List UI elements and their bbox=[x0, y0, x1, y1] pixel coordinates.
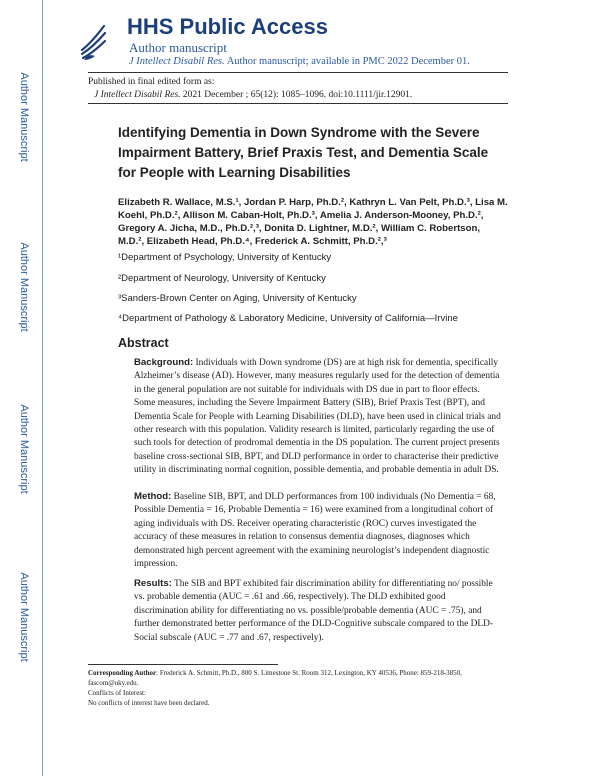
publication-details: J Intellect Disabil Res. 2021 December ; 65(12): 1085–1096. doi:10.1111/jir.12901. bbox=[94, 90, 413, 100]
corresponding-author: Corresponding Author: Frederick A. Schmitt, Ph.D., 800 S. Limestone St. Room 312, Lexington, KY 40536, Phone: 859-218-3850, fascom@uky.edu. bbox=[88, 669, 462, 687]
affiliation: ²Department of Neurology, University of Kentucky bbox=[118, 273, 326, 284]
sidebar-label: Author Manuscript bbox=[18, 72, 30, 162]
abstract-method: Method: Baseline SIB, BPT, and DLD performances from 100 individuals (No Dementia = 68, Possible Dementia = 16, Probable Dementia = 16) were examined from a longitudinal cohort of aging individuals with DS. Receiver operating characteristic (ROC) curves investigated the accuracy of these measures in relation to consensus dementia diagnoses, diagnoses which demonstrated high percent agreement with the examining neurologist’s independent diagnostic impression. bbox=[134, 491, 496, 570]
conflicts-label: Conflicts of Interest: bbox=[88, 689, 146, 697]
abstract-heading: Abstract bbox=[118, 336, 169, 350]
sidebar-label: Author Manuscript bbox=[18, 404, 30, 494]
author-manuscript-label: Author manuscript bbox=[129, 40, 227, 55]
affiliation: ³Sanders-Brown Center on Aging, University of Kentucky bbox=[118, 293, 357, 304]
footnote-rule bbox=[88, 664, 278, 665]
sidebar-divider bbox=[42, 0, 43, 776]
abstract-background: Background: Individuals with Down syndrome (DS) are at high risk for dementia, specifically Alzheimer’s disease (AD). However, many measures regularly used for the detection of dementia in the general population are not suitable for individuals with DS due in part to floor effects. Some measures, including the Severe Impairment Battery (SIB), Brief Praxis Test (BPT), and Dementia Scale for People with Learning Disabilities (DLD), have been used in clinical trials and other research with this population. Validity research is limited, particularly regarding the use of such tools for detection of prodromal dementia in the DS population. The current project presents baseline cross-sectional SIB, BPT, and DLD performance in order to characterise their predictive utility in discriminating normal cognition, possible dementia, and probable dementia in adult DS. bbox=[134, 357, 501, 476]
sidebar-label: Author Manuscript bbox=[18, 242, 30, 332]
journal-availability: J Intellect Disabil Res. Author manuscript; available in PMC 2022 December 01. bbox=[129, 56, 470, 67]
sidebar-label: Author Manuscript bbox=[18, 572, 30, 662]
header-rule bbox=[88, 72, 508, 73]
affiliation: ⁴Department of Pathology & Laboratory Medicine, University of California—Irvine bbox=[118, 313, 458, 324]
publication-rule bbox=[88, 103, 508, 104]
published-intro: Published in final edited form as: bbox=[88, 77, 215, 87]
affiliation: ¹Department of Psychology, University of Kentucky bbox=[118, 252, 332, 263]
hhs-eagle-icon bbox=[78, 20, 108, 62]
hhs-title: HHS Public Access bbox=[127, 14, 328, 39]
abstract-results: Results: The SIB and BPT exhibited fair discrimination ability for differentiating no/ possible vs. probable dementia (AUC = .61 and .66, respectively). The DLD exhibited good discrimination ability for differentiating no vs. possible/probable dementia (AUC = .75), and further demonstrated better performance of the DLD-Cognitive subscale compared to the DLD-Social subscale (AUC = .77 and .67, respectively). bbox=[134, 578, 493, 643]
author-list: Elizabeth R. Wallace, M.S.¹, Jordan P. Harp, Ph.D.², Kathryn L. Van Pelt, Ph.D.³, Lisa M. Koehl, Ph.D.², Allison M. Caban-Holt, Ph.D.³, Amelia J. Anderson-Mooney, Ph.D.², Gregory A. Jicha, M.D., Ph.D.²,³, Donita D. Lightner, M.D.², William C. Robertson, M.D.², Elizabeth Head, Ph.D.⁴, Frederick A. Schmitt, Ph.D.²,³ bbox=[118, 197, 508, 247]
conflicts-statement: No conflicts of interest have been declared. bbox=[88, 699, 210, 707]
paper-title: Identifying Dementia in Down Syndrome with the Severe Impairment Battery, Brief Praxis Test, and Dementia Scale for People with Learning Disabilities bbox=[118, 125, 489, 180]
